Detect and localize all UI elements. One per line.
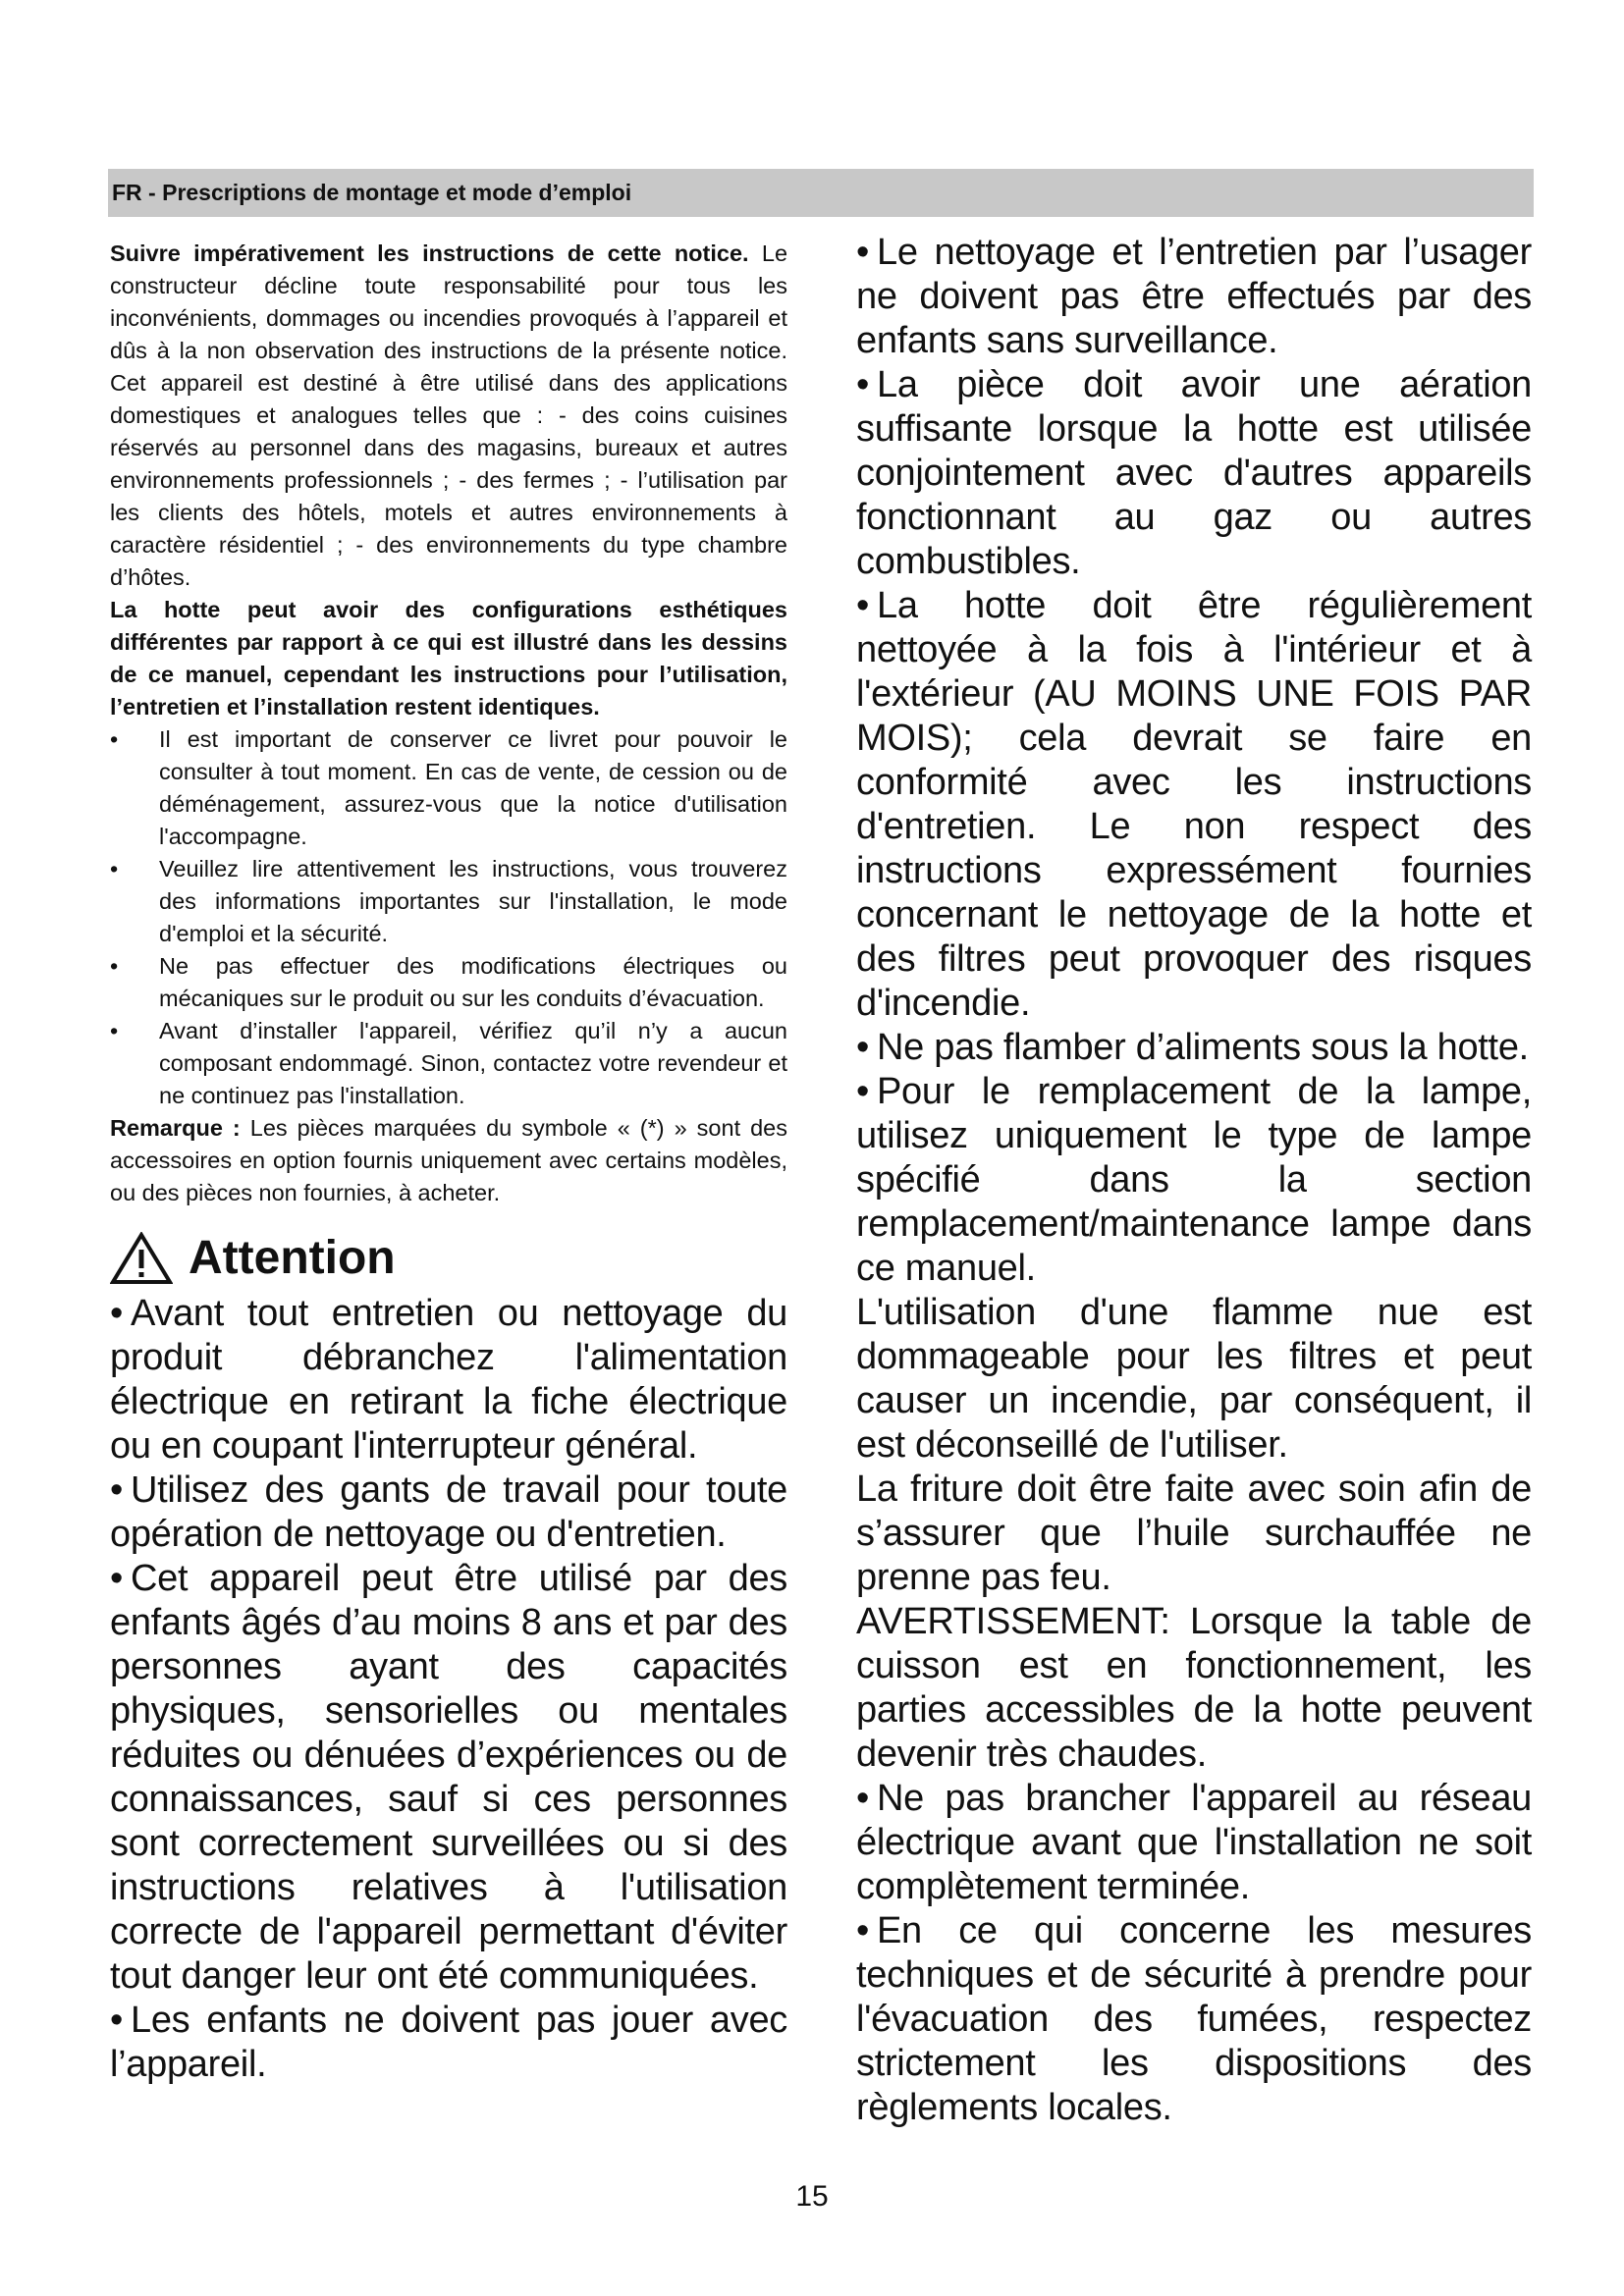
small-bullet-list <box>110 723 787 1112</box>
warning-note: AVERTISSEMENT: Lorsque la table de cuisson est en fonctionnement, les parties accessibles de la hotte peuvent devenir très chaudes. <box>856 1601 1532 1775</box>
intro-bold-lead: Suivre impérativement les instructions de cette notice. <box>110 240 749 266</box>
intro-bold-paragraph: La hotte peut avoir des configurations esthétiques différentes par rapport à ce qui est illustré dans les dessins de ce manuel, cependant les instructions pour l’utilisation, l’entretien et l’installation restent identiques. <box>110 597 787 720</box>
safety-item: • La pièce doit avoir une aération suffisante lorsque la hotte est utilisée conjointement avec d'autres appareils fonctionnant au gaz ou autres combustibles. <box>856 364 1532 582</box>
safety-note: La friture doit être faite avec soin afin de s’assurer que l’huile surchauffée ne prenne pas feu. <box>856 1468 1532 1598</box>
attention-heading <box>110 1229 787 1288</box>
warning-triangle-icon <box>110 1232 173 1285</box>
safety-item: • Avant tout entretien ou nettoyage du produit débranchez l'alimentation électrique en retirant la fiche électrique ou en coupant l'interrupteur général. <box>110 1293 787 1467</box>
safety-item: • Utilisez des gants de travail pour toute opération de nettoyage ou d'entretien. <box>110 1469 787 1555</box>
safety-item: • Ne pas flamber d’aliments sous la hotte. <box>856 1027 1529 1068</box>
list-item: • Il est important de conserver ce livret pour pouvoir le consulter à tout moment. En cas de vente, de cession ou de déménagement, assurez-vous que la notice d'utilisation l'accompagne. <box>110 726 787 849</box>
list-item: • Avant d’installer l'appareil, vérifiez qu’il n’y a aucun composant endommagé. Sinon, contactez votre revendeur et ne continuez pas l'installation. <box>110 1018 787 1108</box>
list-item: • Veuillez lire attentivement les instructions, vous trouverez des informations importantes sur l'installation, le mode d'emploi et la sécurité. <box>110 856 787 946</box>
safety-item: • La hotte doit être régulièrement nettoyée à la fois à l'intérieur et à l'extérieur (AU MOINS UNE FOIS PAR MOIS); cela devrait se faire en conformité avec les instructions d'entretien. Le non respect des instructions expressément fournies concernant le nettoyage de la hotte et des filtres peut provoquer des risques d'incendie. <box>856 585 1532 1024</box>
safety-item: • Les enfants ne doivent pas jouer avec l’appareil. <box>110 2000 787 2085</box>
safety-item: • Le nettoyage et l’entretien par l’usager ne doivent pas être effectués par des enfants sans surveillance. <box>856 232 1532 361</box>
remark-text: Les pièces marquées du symbole « (*) » sont des accessoires en option fournis uniquement avec certains modèles, ou des pièces non fournies, à acheter. <box>110 1115 787 1205</box>
section-title: FR - Prescriptions de montage et mode d’emploi <box>112 180 632 205</box>
section-header <box>108 169 1534 217</box>
page-number: 15 <box>795 2180 829 2213</box>
intro-paragraph <box>110 238 787 594</box>
left-column <box>110 238 787 2087</box>
remark-paragraph <box>110 1112 787 1209</box>
safety-item: • Ne pas brancher l'appareil au réseau électrique avant que l'installation ne soit complètement terminée. <box>856 1778 1532 1907</box>
attention-title: Attention <box>189 1232 396 1284</box>
intro-text: Le constructeur décline toute responsabilité pour tous les inconvénients, dommages ou incendies provoqués à l’appareil et dûs à la non observation des instructions de la présente notice. Cet appareil est destiné à être utilisé dans des applications domestiques et analogues telles que : - des coins cuisines réservés au personnel dans des magasins, bureaux et autres environnements professionnels ; - des fermes ; - l’utilisation par les clients des hôtels, motels et autres environnements à caractère résidentiel ; - des environnements du type chambre d’hôtes. <box>110 240 788 590</box>
list-item: • Ne pas effectuer des modifications électriques ou mécaniques sur le produit ou sur les conduits d’évacuation. <box>110 953 787 1011</box>
remark-label: Remarque : <box>110 1115 241 1141</box>
safety-note: L'utilisation d'une flamme nue est dommageable pour les filtres et peut causer un incendie, par conséquent, il est déconseillé de l'utiliser. <box>856 1292 1532 1466</box>
right-column <box>856 231 1532 2130</box>
safety-item: • Pour le remplacement de la lampe, utilisez uniquement le type de lampe spécifié dans la section remplacement/maintenance lampe dans ce manuel. <box>856 1071 1532 1289</box>
safety-item: • En ce qui concerne les mesures techniques et de sécurité à prendre pour l'évacuation des fumées, respectez strictement les dispositions des règlements locales. <box>856 1910 1532 2128</box>
safety-item: • Cet appareil peut être utilisé par des enfants âgés d’au moins 8 ans et par des personnes ayant des capacités physiques, sensorielles ou mentales réduites ou dénuées d’expériences ou de connaissances, sauf si ces personnes sont correctement surveillées ou si des instructions relatives à l'utilisation correcte de l'appareil permettant d'éviter tout danger leur ont été communiquées. <box>110 1558 787 1997</box>
